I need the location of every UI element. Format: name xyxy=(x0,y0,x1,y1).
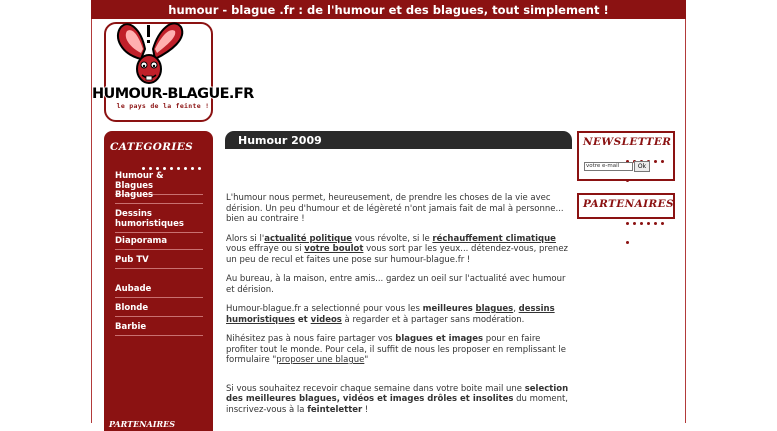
link-videos[interactable]: videos xyxy=(310,314,342,325)
paragraph-selection: Humour-blague.fr a selectionné pour vous les meilleures blagues, dessins humoristiques et videos à regarder et à partager sans modération. xyxy=(226,304,555,325)
sidebar-item-aubade[interactable]: Aubade xyxy=(115,284,203,298)
sidebar-item-blonde[interactable]: Blonde xyxy=(115,303,203,317)
page-title: Humour 2009 xyxy=(225,131,572,149)
dotted-divider xyxy=(626,148,673,151)
newsletter-ok-button[interactable]: Ok xyxy=(634,161,650,172)
partners-title: PARTENAIRES xyxy=(583,198,675,210)
link-dessins-humoristiques[interactable]: dessins humoristiques xyxy=(226,304,555,325)
paragraph-partager: Nihésitez pas à nous faire partager vos blagues et images pour en faire profiter tout le monde. Pour cela, il suffit de nous les proposer en remplissant le formulaire "proposer une blague" xyxy=(226,334,566,365)
newsletter-title: NEWSLETTER xyxy=(583,136,672,148)
partners-box xyxy=(577,193,675,219)
rabbit-mascot-icon[interactable] xyxy=(111,19,191,91)
categories-sidebar xyxy=(104,131,213,431)
main-content xyxy=(226,193,571,424)
logo-tagline: le pays de la feinte ! xyxy=(116,102,210,110)
sidebar-item-diaporama[interactable]: Diaporama xyxy=(115,236,203,250)
newsletter-box xyxy=(577,131,675,181)
dotted-divider xyxy=(626,210,673,213)
sidebar-item-blagues[interactable]: Blagues xyxy=(115,190,203,204)
newsletter-email-input[interactable]: votre e-mail xyxy=(584,162,633,171)
link-actualite-politique[interactable]: actualité politique xyxy=(264,233,353,244)
sidebar-partners-title: PARTENAIRES xyxy=(109,419,175,429)
site-tagline-bar xyxy=(91,0,686,19)
dotted-divider xyxy=(142,155,205,158)
sidebar-item-pub-tv[interactable]: Pub TV xyxy=(115,255,203,269)
sidebar-item-barbie[interactable]: Barbie xyxy=(115,322,203,336)
site-tagline: humour - blague .fr : de l'humour et des blagues, tout simplement ! xyxy=(168,3,609,17)
link-votre-boulot[interactable]: votre boulot xyxy=(304,244,364,254)
paragraph-bureau: Au bureau, à la maison, entre amis... gardez un oeil sur l'actualité avec humour et dérision. xyxy=(226,274,566,295)
link-proposer-une-blague[interactable]: proposer une blague xyxy=(276,355,365,365)
sidebar-item-humour-blagues[interactable]: Humour & Blagues xyxy=(115,171,203,195)
link-blagues[interactable]: blagues xyxy=(475,304,514,314)
logo-title[interactable]: HUMOUR-BLAGUE.FR xyxy=(92,86,254,102)
categories-title: CATEGORIES xyxy=(110,141,194,153)
intro-paragraph: L'humour nous permet, heureusement, de prendre les choses de la vie avec dérision. Un peu d'humour et de légèreté n'ont jamais fait de mal à personne... bien au contraire ! xyxy=(226,193,564,224)
sidebar-item-dessins-humoristiques[interactable]: Dessins humoristiques xyxy=(115,209,203,233)
paragraph-actualite: Alors si l'actualité politique vous révolte, si le réchauffement climatique vous effraye ou si votre boulot vous sort par les yeux... détendez-vous, prenez un peu de recul et faites une pose sur humour-blague.fr ! xyxy=(226,233,569,265)
link-rechauffement-climatique[interactable]: réchauffement climatique xyxy=(432,233,556,244)
paragraph-newsletter: Si vous souhaitez recevoir chaque semaine dans votre boite mail une selection des meilleures blagues, vidéos et images drôles et insolites du moment, inscrivez-vous à la feinteletter ! xyxy=(226,383,569,415)
